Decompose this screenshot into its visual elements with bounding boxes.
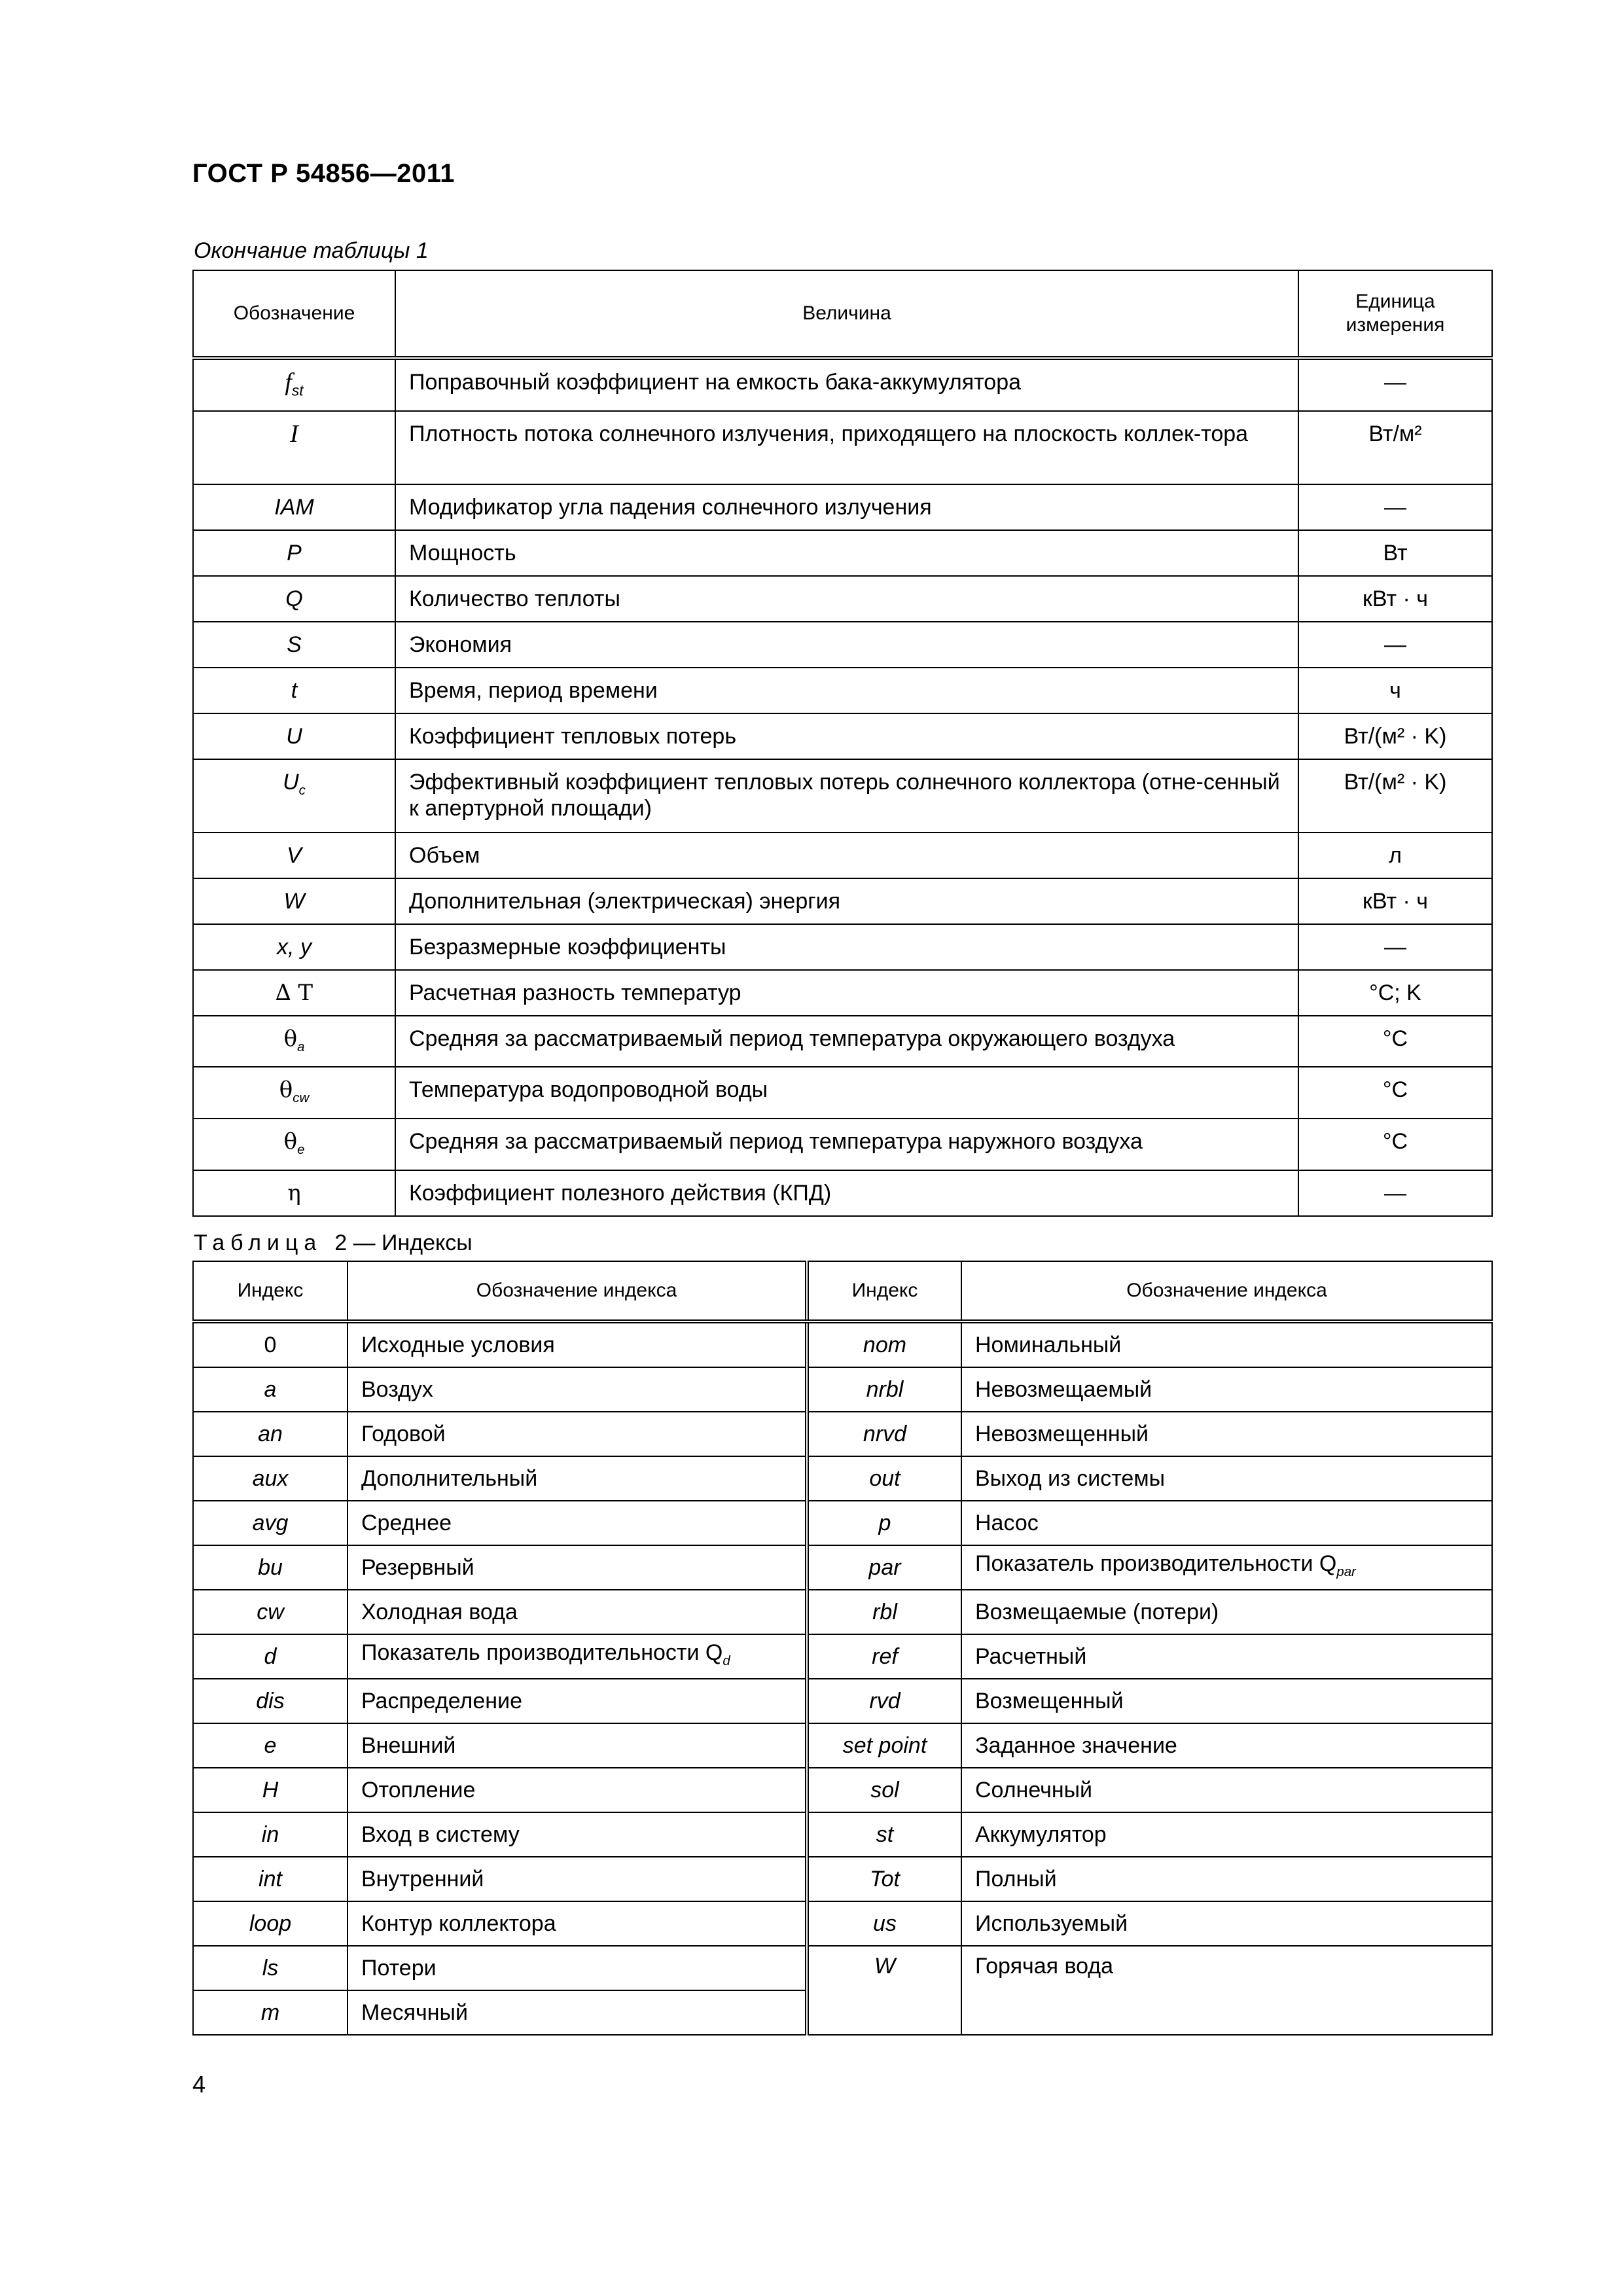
index-cell: in	[193, 1812, 348, 1857]
table-row	[193, 530, 1492, 576]
symbol-cell	[193, 358, 395, 411]
index-name-subscript: d	[722, 1653, 730, 1668]
unit-cell: Вт	[1298, 530, 1492, 576]
table-row	[193, 1946, 1492, 1990]
symbol-cell	[193, 713, 395, 759]
index-name-cell	[961, 1412, 1492, 1456]
index-name-cell	[961, 1768, 1492, 1812]
quantity-cell: Температура водопроводной воды	[395, 1067, 1298, 1119]
symbol-text: P	[287, 540, 302, 565]
unit-cell: л	[1298, 833, 1492, 878]
index-name-text: Насос	[975, 1511, 1039, 1535]
index-name-cell	[348, 1768, 807, 1812]
index-name-text: Заданное значение	[975, 1733, 1177, 1758]
index-name-cell	[961, 1679, 1492, 1723]
table-row	[193, 668, 1492, 713]
table-row	[193, 1501, 1492, 1545]
index-name-cell	[961, 1545, 1492, 1590]
index-cell: a	[193, 1367, 348, 1412]
index-cell: bu	[193, 1545, 348, 1590]
symbol-subscript: e	[297, 1142, 305, 1157]
table-row	[193, 1170, 1492, 1216]
table-row	[193, 1412, 1492, 1456]
table-row	[193, 1634, 1492, 1679]
unit-cell: —	[1298, 924, 1492, 970]
index-name-cell	[348, 1456, 807, 1501]
index-name-text: Воздух	[361, 1377, 433, 1402]
table-row	[193, 1768, 1492, 1812]
table-row	[193, 1456, 1492, 1501]
index-name-text: Месячный	[361, 2000, 468, 2025]
quantity-cell: Безразмерные коэффициенты	[395, 924, 1298, 970]
index-name-text: Номинальный	[975, 1333, 1122, 1357]
table-row	[193, 1812, 1492, 1857]
index-name-text: Среднее	[361, 1511, 452, 1535]
symbol-cell	[193, 1119, 395, 1170]
table-row	[193, 713, 1492, 759]
symbol-subscript: st	[291, 382, 304, 399]
index-name-text: Полный	[975, 1867, 1057, 1892]
table-row	[193, 878, 1492, 924]
symbol-text: W	[283, 888, 305, 914]
index-name-cell	[348, 1857, 807, 1901]
table1-header-row	[193, 270, 1492, 358]
index-name-cell	[961, 1456, 1492, 1501]
index-cell: cw	[193, 1590, 348, 1634]
table-row	[193, 970, 1492, 1016]
symbol-text: U	[286, 723, 302, 749]
index-name-cell	[348, 1367, 807, 1412]
unit-cell: —	[1298, 358, 1492, 411]
symbol-cell	[193, 759, 395, 833]
table-row	[193, 411, 1492, 484]
table-row	[193, 622, 1492, 668]
symbol-cell	[193, 1170, 395, 1216]
table2-caption-word: Таблица	[194, 1230, 323, 1255]
index-name-cell	[961, 1321, 1492, 1367]
index-name-text: Невозмещаемый	[975, 1377, 1152, 1402]
index-name-text: Отопление	[361, 1778, 476, 1803]
indices-table	[192, 1261, 1493, 2036]
symbol-subscript: c	[298, 783, 306, 798]
index-cell: us	[807, 1901, 961, 1946]
index-name-cell	[961, 1501, 1492, 1545]
header-index-right: Индекс	[807, 1261, 961, 1321]
index-cell: rbl	[807, 1590, 961, 1634]
symbol-cell	[193, 924, 395, 970]
symbol-text: ∆ T	[275, 979, 313, 1006]
quantity-cell: Средняя за рассматриваемый период температура окружающего воздуха	[395, 1016, 1298, 1067]
index-cell: e	[193, 1723, 348, 1768]
unit-cell: °C; K	[1298, 970, 1492, 1016]
index-cell: out	[807, 1456, 961, 1501]
symbol-text: S	[287, 632, 302, 657]
index-name-subscript: par	[1336, 1564, 1356, 1579]
index-cell: par	[807, 1545, 961, 1590]
table1-body	[193, 358, 1492, 1216]
index-name-cell	[961, 1812, 1492, 1857]
index-name-cell	[348, 1946, 807, 1990]
index-name-text: Дополнительный	[361, 1466, 538, 1491]
symbol-text: η	[287, 1179, 301, 1206]
table-row	[193, 1016, 1492, 1067]
index-cell: ref	[807, 1634, 961, 1679]
index-name-cell	[348, 1723, 807, 1768]
index-cell: sol	[807, 1768, 961, 1812]
table-row	[193, 484, 1492, 530]
unit-cell: —	[1298, 1170, 1492, 1216]
symbol-cell	[193, 622, 395, 668]
index-name-cell	[348, 1901, 807, 1946]
quantity-cell: Эффективный коэффициент тепловых потерь солнечного коллектора (отне-сенный к апертурной площади)	[395, 759, 1298, 833]
index-cell: aux	[193, 1456, 348, 1501]
table-row	[193, 1545, 1492, 1590]
index-cell: 0	[193, 1321, 348, 1367]
symbol-text: θ	[279, 1077, 293, 1103]
quantity-cell: Коэффициент тепловых потерь	[395, 713, 1298, 759]
index-name-cell	[348, 1679, 807, 1723]
table-row	[193, 759, 1492, 833]
unit-cell: Вт/(м² · K)	[1298, 759, 1492, 833]
header-unit-label: Единица измерения	[1346, 291, 1445, 336]
quantity-cell: Количество теплоты	[395, 576, 1298, 622]
index-cell: set point	[807, 1723, 961, 1768]
index-name-text: Выход из системы	[975, 1466, 1166, 1491]
symbol-cell	[193, 833, 395, 878]
header-index-name-right: Обозначение индекса	[961, 1261, 1492, 1321]
unit-cell: °C	[1298, 1119, 1492, 1170]
quantity-cell: Время, период времени	[395, 668, 1298, 713]
header-index-name-left: Обозначение индекса	[348, 1261, 807, 1321]
symbol-text: V	[287, 842, 302, 868]
symbol-text: θ	[283, 1025, 298, 1052]
index-name-text: Возмещаемые (потери)	[975, 1600, 1219, 1624]
index-name-cell	[961, 1634, 1492, 1679]
quantity-cell: Плотность потока солнечного излучения, приходящего на плоскость коллек-тора	[395, 411, 1298, 484]
index-cell: Tot	[807, 1857, 961, 1901]
table-row	[193, 1901, 1492, 1946]
symbol-cell	[193, 1067, 395, 1119]
unit-cell: °C	[1298, 1016, 1492, 1067]
symbol-text: IAM	[274, 494, 314, 520]
symbol-text: f	[285, 368, 292, 396]
table2-caption-title: 2 — Индексы	[334, 1230, 473, 1255]
index-name-text: Аккумулятор	[975, 1822, 1107, 1847]
symbol-cell	[193, 484, 395, 530]
table-row	[193, 1590, 1492, 1634]
quantity-cell: Коэффициент полезного действия (КПД)	[395, 1170, 1298, 1216]
index-cell: p	[807, 1501, 961, 1545]
quantity-cell: Экономия	[395, 622, 1298, 668]
index-name-cell	[348, 1812, 807, 1857]
index-name-text: Показатель производительности Q	[361, 1640, 723, 1665]
quantity-cell: Модификатор угла падения солнечного излучения	[395, 484, 1298, 530]
table-row	[193, 358, 1492, 411]
index-cell: nrvd	[807, 1412, 961, 1456]
unit-cell: Вт/(м² · K)	[1298, 713, 1492, 759]
quantity-cell: Расчетная разность температур	[395, 970, 1298, 1016]
symbol-cell	[193, 970, 395, 1016]
index-cell: d	[193, 1634, 348, 1679]
unit-cell: Вт/м²	[1298, 411, 1492, 484]
symbol-text: I	[290, 420, 298, 448]
symbol-text: t	[291, 677, 298, 703]
symbol-text: θ	[283, 1128, 298, 1155]
quantity-cell: Объем	[395, 833, 1298, 878]
table-row	[193, 924, 1492, 970]
table-row	[193, 1321, 1492, 1367]
index-name-cell	[961, 1723, 1492, 1768]
document-header: ГОСТ Р 54856—2011	[192, 159, 455, 188]
header-unit	[1298, 270, 1492, 358]
index-name-text: Невозмещенный	[975, 1422, 1149, 1446]
table-row	[193, 1067, 1492, 1119]
index-name-text: Контур коллектора	[361, 1911, 556, 1936]
index-cell: ls	[193, 1946, 348, 1990]
header-quantity: Величина	[395, 270, 1298, 358]
header-index-left: Индекс	[193, 1261, 348, 1321]
index-name-text: Холодная вода	[361, 1600, 518, 1624]
symbol-cell	[193, 668, 395, 713]
index-name-text: Исходные условия	[361, 1333, 555, 1357]
table-row	[193, 1119, 1492, 1170]
index-name-text: Возмещенный	[975, 1689, 1124, 1713]
page-number: 4	[192, 2071, 206, 2098]
table-row	[193, 833, 1492, 878]
unit-cell: —	[1298, 484, 1492, 530]
index-name-text: Потери	[361, 1956, 437, 1981]
symbol-cell	[193, 878, 395, 924]
index-cell: avg	[193, 1501, 348, 1545]
index-name-cell	[961, 1901, 1492, 1946]
symbols-table	[192, 270, 1493, 1217]
index-cell: dis	[193, 1679, 348, 1723]
quantity-cell: Дополнительная (электрическая) энергия	[395, 878, 1298, 924]
index-name-cell	[348, 1412, 807, 1456]
index-cell: loop	[193, 1901, 348, 1946]
index-name-cell	[961, 1590, 1492, 1634]
unit-cell: ч	[1298, 668, 1492, 713]
unit-cell: °C	[1298, 1067, 1492, 1119]
unit-cell: кВт · ч	[1298, 576, 1492, 622]
symbol-subscript: a	[297, 1039, 305, 1054]
table-row	[193, 1857, 1492, 1901]
index-name-cell	[348, 1321, 807, 1367]
table2-header-row	[193, 1261, 1492, 1321]
index-cell: H	[193, 1768, 348, 1812]
quantity-cell: Поправочный коэффициент на емкость бака-аккумулятора	[395, 358, 1298, 411]
index-name-cell	[348, 1590, 807, 1634]
index-name-cell	[348, 1634, 807, 1679]
table1-caption: Окончание таблицы 1	[194, 238, 429, 263]
index-name-cell	[961, 1946, 1492, 2035]
symbol-cell	[193, 1016, 395, 1067]
unit-cell: кВт · ч	[1298, 878, 1492, 924]
index-cell: nom	[807, 1321, 961, 1367]
index-name-cell	[348, 1501, 807, 1545]
symbol-text: U	[283, 769, 299, 795]
index-name-text: Горячая вода	[975, 1954, 1114, 1979]
index-cell: rvd	[807, 1679, 961, 1723]
index-cell: nrbl	[807, 1367, 961, 1412]
quantity-cell: Средняя за рассматриваемый период температура наружного воздуха	[395, 1119, 1298, 1170]
table-row	[193, 1367, 1492, 1412]
index-name-cell	[348, 1990, 807, 2035]
index-cell: m	[193, 1990, 348, 2035]
symbol-subscript: cw	[293, 1091, 310, 1106]
index-cell: an	[193, 1412, 348, 1456]
symbol-text: x, y	[277, 934, 312, 960]
index-name-cell	[961, 1857, 1492, 1901]
table-row	[193, 576, 1492, 622]
index-name-text: Расчетный	[975, 1644, 1087, 1669]
index-name-text: Распределение	[361, 1689, 522, 1713]
index-name-cell	[348, 1545, 807, 1590]
table-row	[193, 1679, 1492, 1723]
symbol-text: Q	[285, 586, 303, 611]
index-name-text: Внутренний	[361, 1867, 484, 1892]
index-name-text: Резервный	[361, 1555, 474, 1580]
index-name-text: Вход в систему	[361, 1822, 520, 1847]
symbol-cell	[193, 576, 395, 622]
index-cell: st	[807, 1812, 961, 1857]
index-name-text: Внешний	[361, 1733, 456, 1758]
symbol-cell	[193, 411, 395, 484]
table2-body	[193, 1321, 1492, 2035]
index-name-text: Солнечный	[975, 1778, 1093, 1803]
table-row	[193, 1723, 1492, 1768]
index-name-cell	[961, 1367, 1492, 1412]
header-designation: Обозначение	[193, 270, 395, 358]
symbol-cell	[193, 530, 395, 576]
unit-cell: —	[1298, 622, 1492, 668]
index-name-text: Показатель производительности Q	[975, 1551, 1337, 1576]
index-name-text: Годовой	[361, 1422, 446, 1446]
table2-caption	[194, 1230, 473, 1256]
index-name-text: Используемый	[975, 1911, 1128, 1936]
index-cell: int	[193, 1857, 348, 1901]
quantity-cell: Мощность	[395, 530, 1298, 576]
index-cell: W	[807, 1946, 961, 2035]
